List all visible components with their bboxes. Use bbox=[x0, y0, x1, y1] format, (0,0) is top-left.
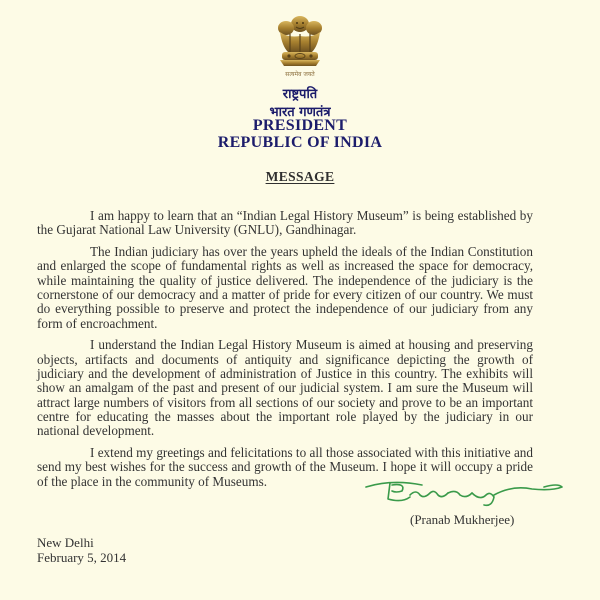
paragraph: I extend my greetings and felicitations to all those associated with this initiative and send my best wishes for the success and growth of the Museum. I hope it will occupy a pride of the place in the community of Museums. bbox=[37, 444, 533, 489]
message-heading bbox=[0, 169, 600, 185]
date: February 5, 2014 bbox=[37, 550, 127, 565]
paragraph: The Indian judiciary has over the years upheld the ideals of the Indian Constitution and enlarged the scope of fundamental rights as well as increased the space for democracy, while maintaining the quality of justice delivered. The independence of the judiciary is the cornerstone of our democracy and a matter of pride for every citizen of our country. We must do everything possible to preserve and protect the independence of our judiciary from any form of encroachment. bbox=[37, 244, 533, 331]
place: New Delhi bbox=[37, 535, 94, 550]
emblem-motto: सत्यमेव जयते bbox=[285, 71, 315, 78]
title-republic-of-india: REPUBLIC OF INDIA bbox=[217, 134, 383, 151]
place-and-date bbox=[37, 535, 126, 565]
state-emblem-icon bbox=[272, 12, 328, 74]
paragraph: I am happy to learn that an “Indian Legal History Museum” is being established by the Gujarat National Law University (GNLU), Gandhinagar. bbox=[37, 208, 533, 238]
title-president: PRESIDENT bbox=[252, 117, 348, 134]
signatory-name: (Pranab Mukherjee) bbox=[410, 512, 515, 527]
handwritten-signature-icon bbox=[362, 475, 572, 511]
hindi-title-republic: भारत गणतंत्र bbox=[269, 105, 331, 120]
hindi-title-president: राष्ट्रपति bbox=[282, 87, 318, 102]
message-body bbox=[37, 209, 533, 496]
message-heading-text: MESSAGE bbox=[265, 169, 335, 184]
paragraph: I understand the Indian Legal History Museum is aimed at housing and preserving objects, artifacts and documents of antiquity and significance depicting the growth of judiciary and the development of administration of Justice in this country. The exhibits will show an amalgam of the past and present of our judicial system. I am sure the Museum will attract large numbers of visitors from all sections of our society and prove to be an important centre for educating the masses about the important role played by the judiciary in our national development. bbox=[37, 337, 533, 439]
